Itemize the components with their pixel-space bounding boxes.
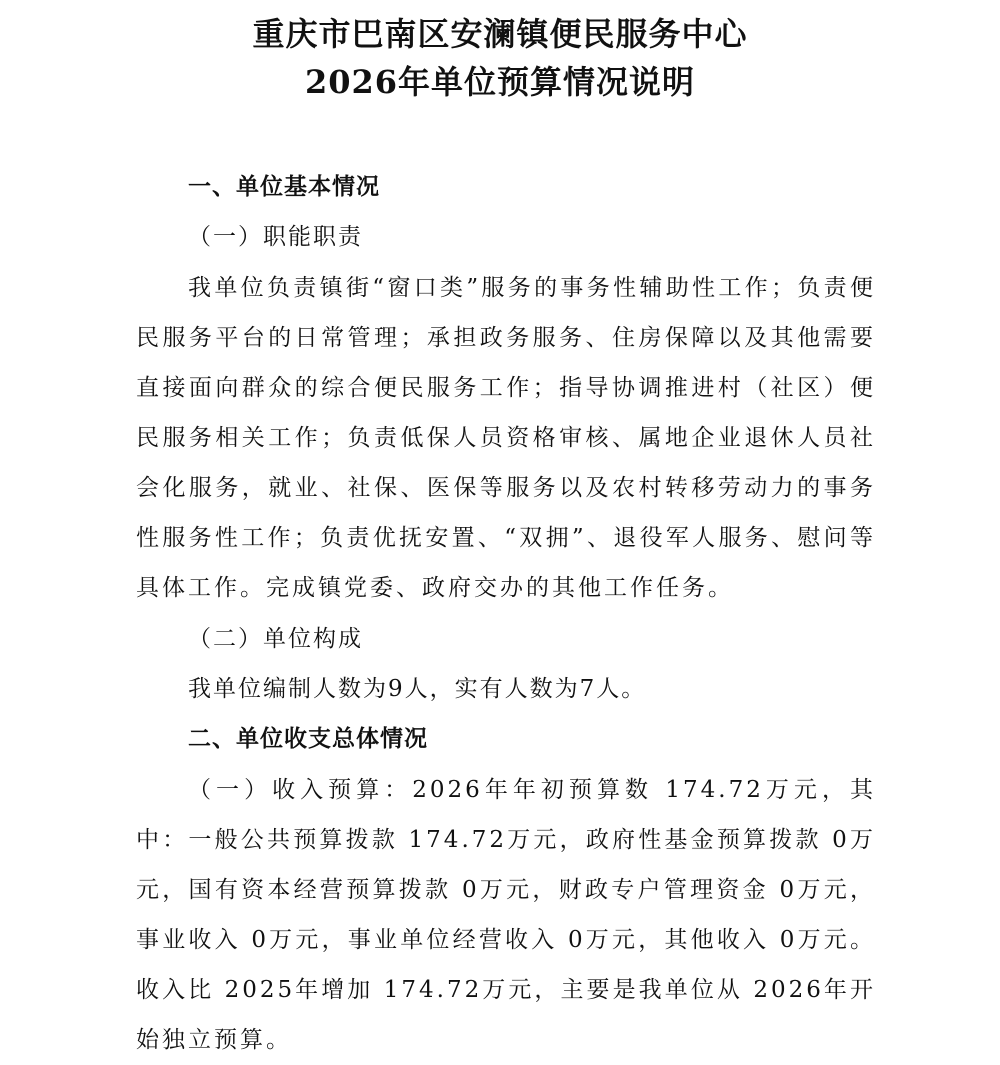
section1-sub1-text: 我单位负责镇街“窗口类”服务的事务性辅助性工作；负责便民服务平台的日常管理；承担政务服务、住房保障以及其他需要直接面向群众的综合便民服务工作；指导协调推进村（社区）便民服务相关工作；负责低保人员资格审核、属地企业退休人员社会化服务，就业、社保、医保等服务以及农村转移劳动力的事务性服务性工作；负责优抚安置、“双拥”、退役军人服务、慰问等具体工作。完成镇党委、政府交办的其他工作任务。 xyxy=(136,275,876,601)
section1-sub1-heading: （一）职能职责 xyxy=(188,224,363,250)
section2-sub1-text: （一）收入预算：2026年年初预算数 174.72万元，其中：一般公共预算拨款 174.72万元，政府性基金预算拨款 0万元，国有资本经营预算拨款 0万元，财政专户管理资金 0万元，事业收入 0万元，事业单位经营收入 0万元，其他收入 0万元。收入比 2025年增加 174.72万元，主要是我单位从 2026年开始独立预算。 xyxy=(136,777,876,1053)
section1-sub2-heading: （二）单位构成 xyxy=(188,626,363,652)
document-title-line1: 重庆市巴南区安澜镇便民服务中心 xyxy=(252,15,748,53)
section1-sub2-text: 我单位编制人数为9人，实有人数为7人。 xyxy=(188,676,647,702)
section2-heading: 二、单位收支总体情况 xyxy=(188,725,428,752)
document-title-line2: 2026年单位预算情况说明 xyxy=(304,63,696,101)
section1-heading: 一、单位基本情况 xyxy=(188,173,380,200)
